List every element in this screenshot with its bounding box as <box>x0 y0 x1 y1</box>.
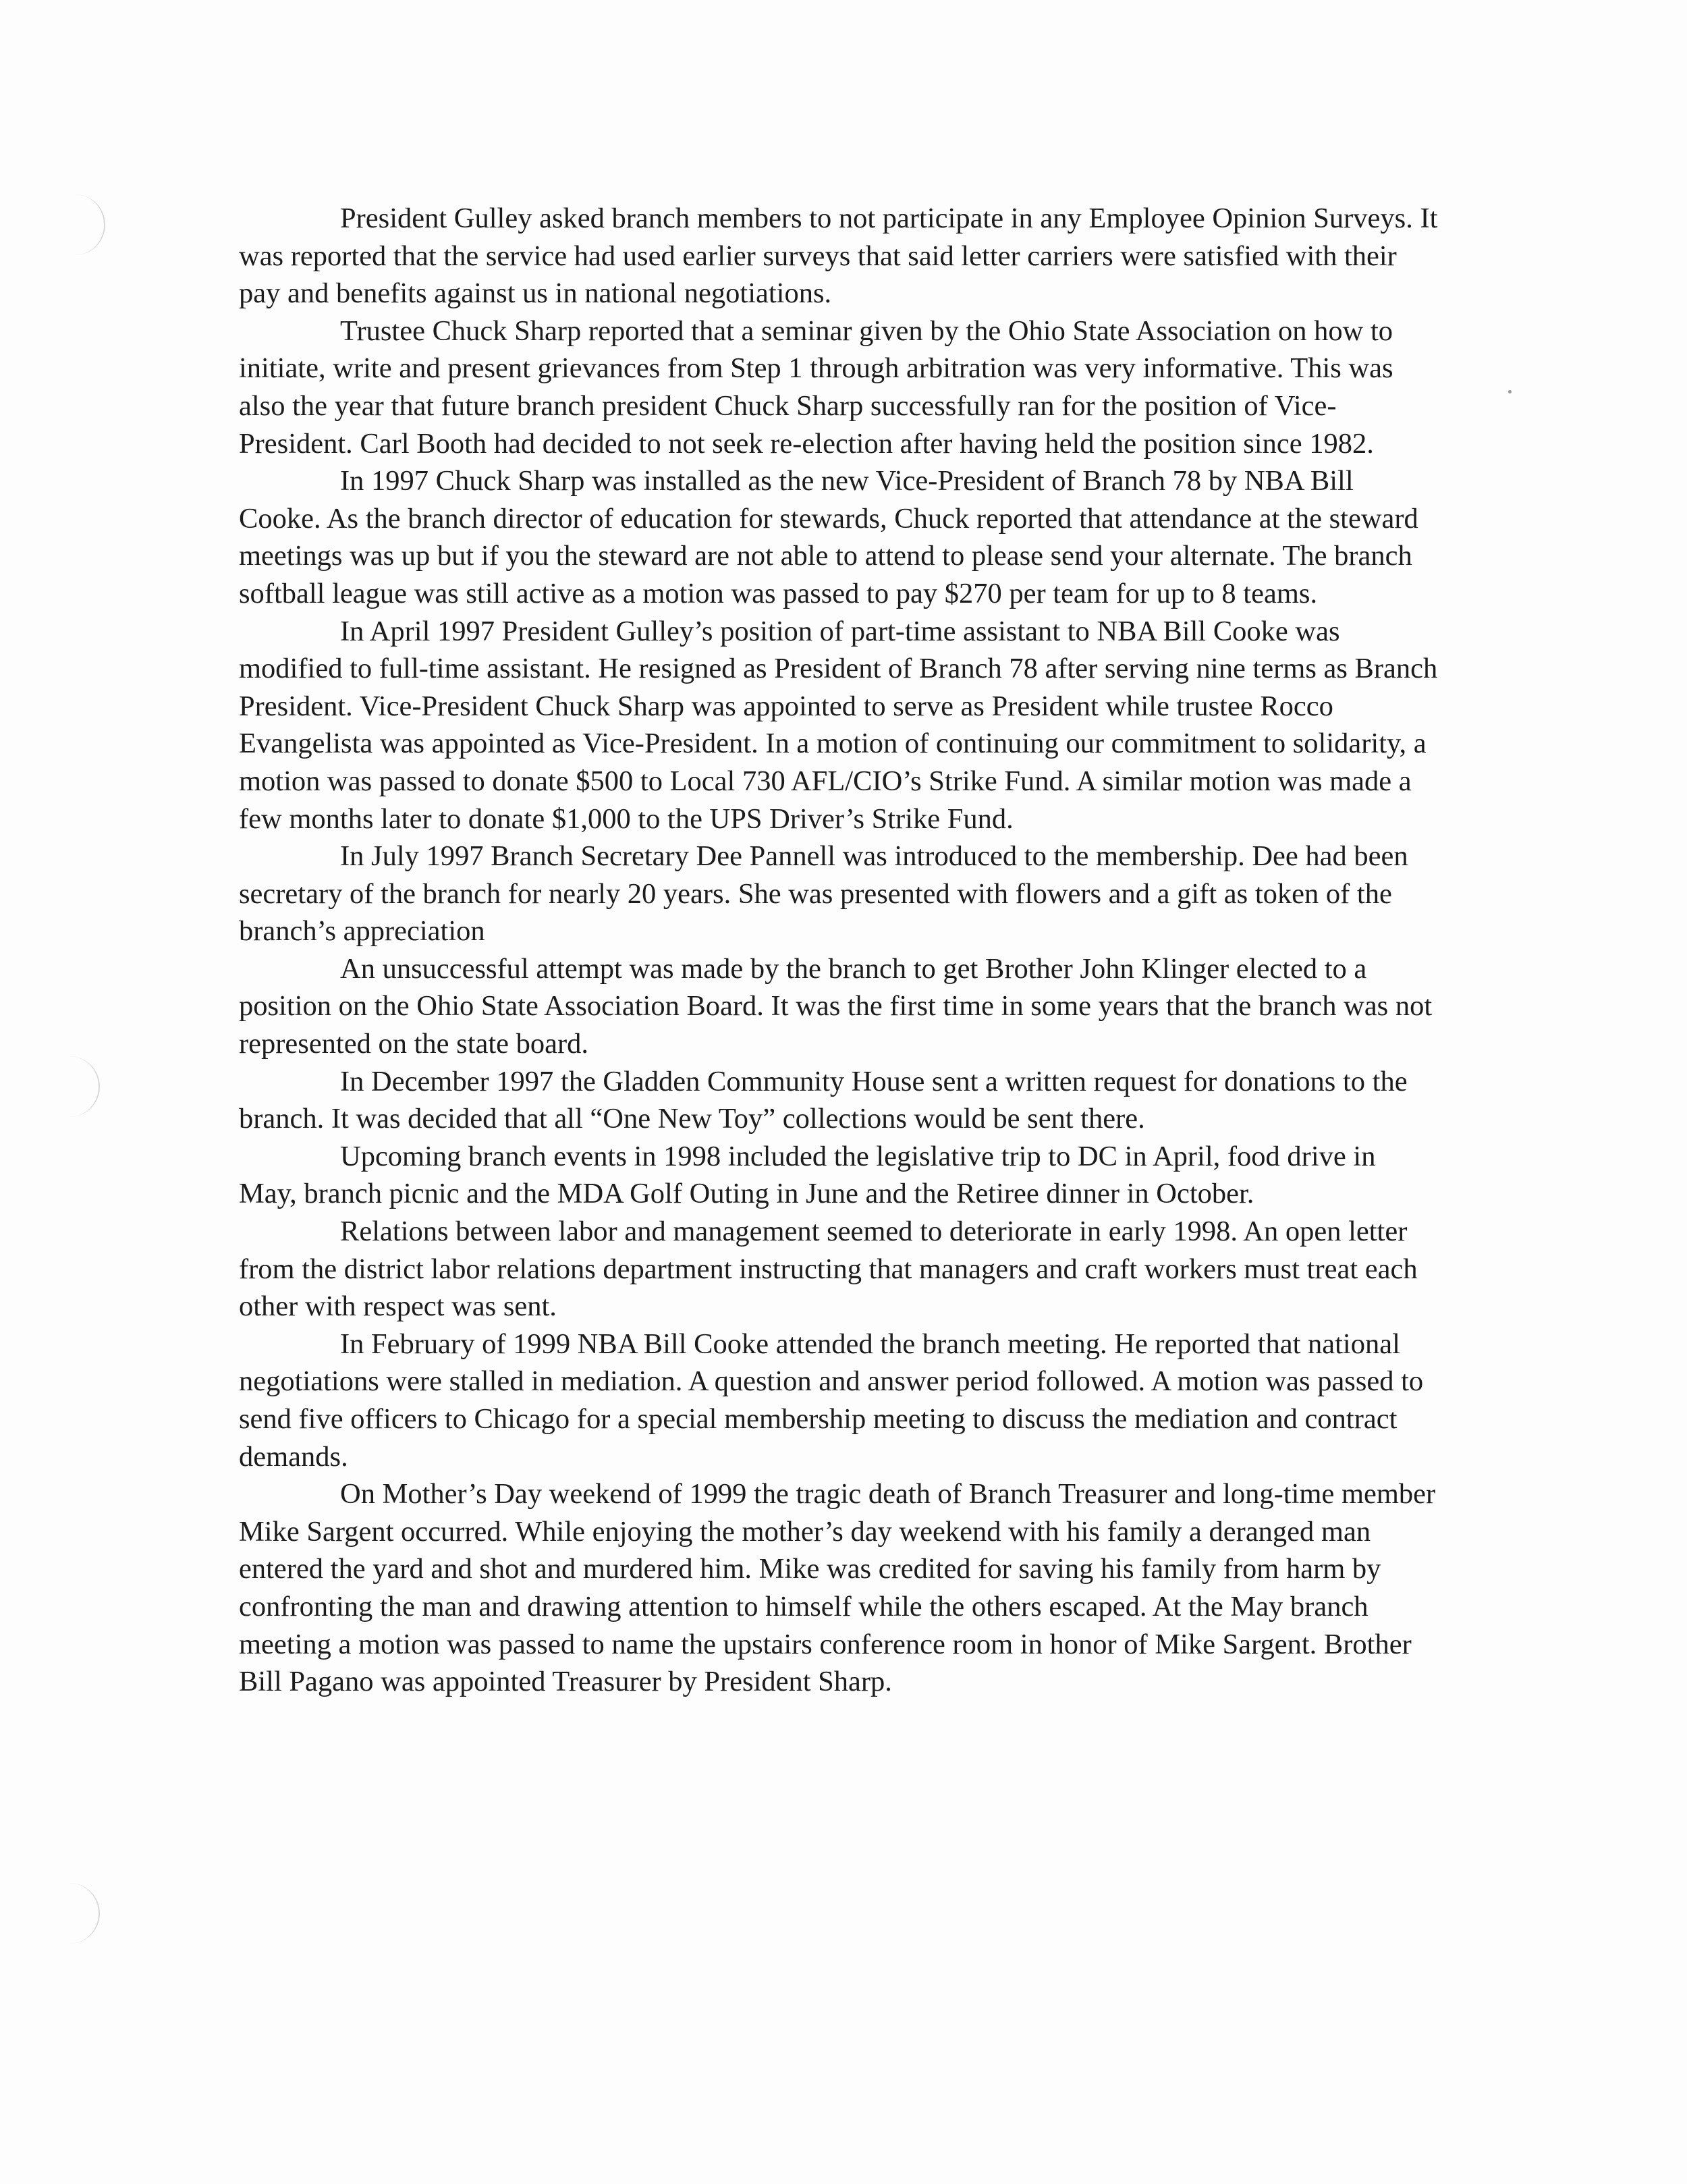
paragraph-february-1999: In February of 1999 NBA Bill Cooke attended the branch meeting. He reported that national negotiations were stalled in mediation. A question and answer period followed. A motion was passed to send five officers to Chicago for a special membership meeting to discuss the mediation and contract demands. <box>239 1328 1424 1473</box>
paragraph-trustee-seminar: Trustee Chuck Sharp reported that a seminar given by the Ohio State Association on how to initiate, write and present grievances from Step 1 through arbitration was very informative. This was also the year that future branch president Chuck Sharp successfully ran for the position of Vice-President. Carl Booth had decided to not seek re-election after having held the position since 1982. <box>239 315 1393 460</box>
paragraph-mothers-day-1999: On Mother’s Day weekend of 1999 the tragic death of Branch Treasurer and long-time member Mike Sargent occurred. While enjoying the mother’s day weekend with his family a deranged man entered the yard and shot and murdered him. Mike was credited for saving his family from harm by confronting the man and drawing attention to himself while the others escaped. At the May branch meeting a motion was passed to name the upstairs conference room in honor of Mike Sargent. Brother Bill Pagano was appointed Treasurer by President Sharp. <box>239 1478 1436 1698</box>
punch-hole-mark <box>67 1883 100 1944</box>
punch-hole-mark <box>67 1056 100 1117</box>
paragraph-1997-vice-president: In 1997 Chuck Sharp was installed as the new Vice-President of Branch 78 by NBA Bill Cooke. As the branch director of education for stewards, Chuck reported that attendance at the steward meetings was up but if you the steward are not able to attend to please send your alternate. The branch softball league was still active as a motion was passed to pay $270 per team for up to 8 teams. <box>239 465 1418 609</box>
paragraph-employee-surveys: President Gulley asked branch members to not participate in any Employee Opinion Surveys. It was reported that the service had used earlier surveys that said letter carriers were satisfied with their pay and benefits against us in national negotiations. <box>239 202 1438 310</box>
document-body <box>239 200 1440 1701</box>
paragraph-state-board: An unsuccessful attempt was made by the branch to get Brother John Klinger elected to a position on the Ohio State Association Board. It was the first time in some years that the branch was not represented on the state board. <box>239 952 1433 1060</box>
scan-speck <box>1508 390 1512 393</box>
punch-hole-mark <box>73 194 105 255</box>
paragraph-1998-events: Upcoming branch events in 1998 included the legislative trip to DC in April, food drive in May, branch picnic and the MDA Golf Outing in June and the Retiree dinner in October. <box>239 1140 1376 1210</box>
paragraph-december-1997: In December 1997 the Gladden Community House sent a written request for donations to the branch. It was decided that all “One New Toy” collections would be sent there. <box>239 1065 1408 1135</box>
paragraph-july-1997: In July 1997 Branch Secretary Dee Pannell was introduced to the membership. Dee had been secretary of the branch for nearly 20 years. She was presented with flowers and a gift as token of the branch’s appreciation <box>239 840 1408 948</box>
paragraph-april-1997: In April 1997 President Gulley’s position of part-time assistant to NBA Bill Cooke was modified to full-time assistant. He resigned as President of Branch 78 after serving nine terms as Branch President. Vice-President Chuck Sharp was appointed to serve as President while trustee Rocco Evangelista was appointed as Vice-President. In a motion of continuing our commitment to solidarity, a motion was passed to donate $500 to Local 730 AFL/CIO’s Strike Fund. A similar motion was made a few months later to donate $1,000 to the UPS Driver’s Strike Fund. <box>239 615 1438 835</box>
paragraph-labor-relations: Relations between labor and management seemed to deteriorate in early 1998. An open letter from the district labor relations department instructing that managers and craft workers must treat each other with respect was sent. <box>239 1216 1418 1323</box>
